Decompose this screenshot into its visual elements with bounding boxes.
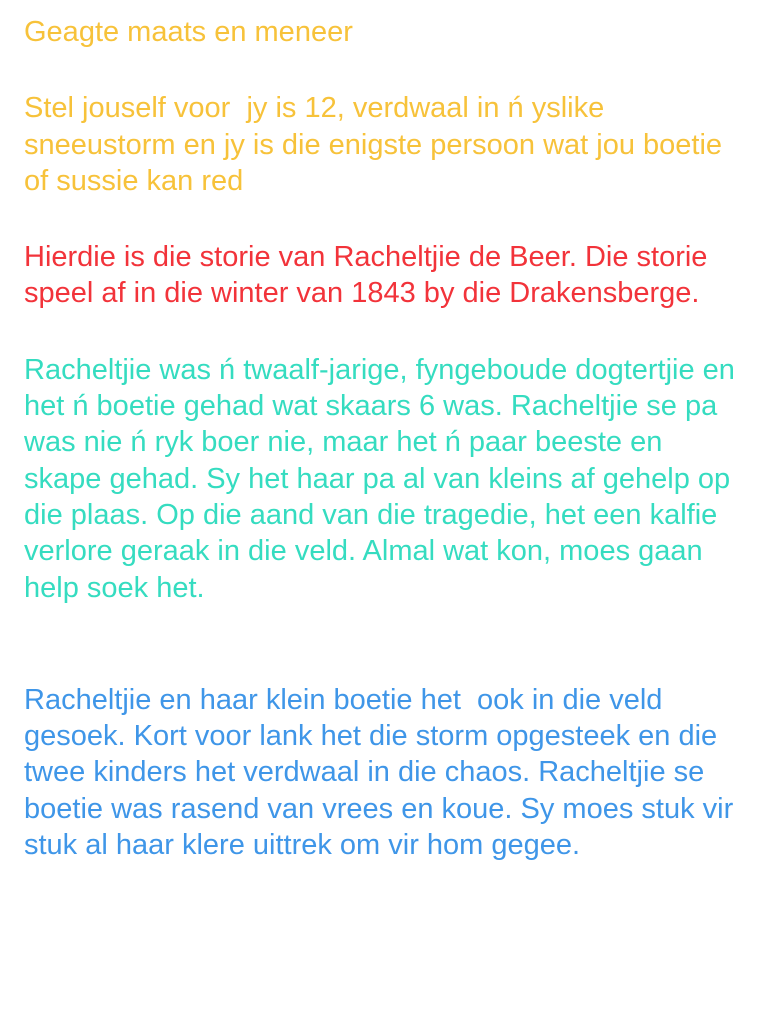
story-body-paragraph: Racheltjie was ń twaalf-jarige, fyngeboude dogtertjie en het ń boetie gehad wat skaars 6 was. Racheltjie se pa was nie ń ryk boer nie, maar het ń paar beeste en skape gehad. Sy het haar pa al van kleins af gehelp op die plaas. Op die aand van die tragedie, het een kalfie verlore geraak in die veld. Almal wat kon, moes gaan help soek het.	[24, 353, 743, 604]
story-continuation-paragraph: Racheltjie en haar klein boetie het ook in die veld gesoek. Kort voor lank het die storm opgesteek en die twee kinders het verdwaal in die chaos. Racheltjie se boetie was rasend van vrees en koue. Sy moes stuk vir stuk al haar klere uittrek om vir hom gegee.	[24, 683, 742, 862]
story-intro-paragraph: Hierdie is die storie van Racheltjie de Beer. Die storie speel af in die winter van 1843 by die Drakensberge.	[24, 241, 716, 310]
intro-paragraph: Stel jouself voor jy is 12, verdwaal in ń yslike sneeustorm en jy is die enigste persoon wat jou boetie of sussie kan red	[24, 92, 731, 197]
document-page	[24, 14, 744, 863]
greeting-line: Geagte maats en meneer	[24, 16, 353, 48]
